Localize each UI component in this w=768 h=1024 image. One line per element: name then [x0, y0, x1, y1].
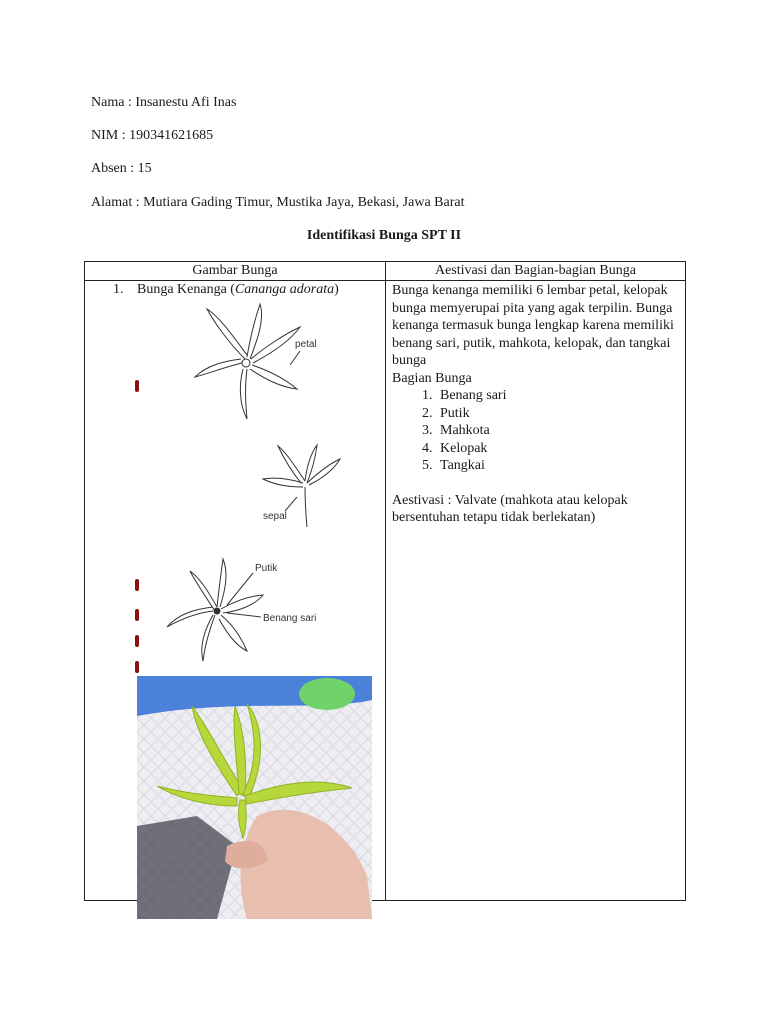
list-item: 3. Mahkota [436, 422, 679, 440]
nim-line: NIM : 190341621685 [91, 128, 214, 143]
parts-list [392, 387, 679, 475]
absen-line: Absen : 15 [91, 161, 152, 176]
item-latin: Cananga adorata [234, 282, 335, 297]
stamen-sketch [135, 541, 365, 671]
aestivasi-text: Aestivasi : Valvate (mahkota atau kelopak bersentuhan tetapu tidak berlekatan) [392, 492, 628, 525]
label-sepal: sepal [263, 511, 287, 522]
description-text: Bunga kenanga memiliki 6 lembar petal, kelopak bunga memyerupai pita yang agak terpilin. Bunga kenanga termasuk bunga lengkap karena memiliki benang sari, putik, mahkota, kelopak, dan tangkai bunga [392, 283, 674, 368]
col-header-gambar: Gambar Bunga [85, 262, 386, 281]
flower-photo [137, 676, 372, 919]
list-item: 1. Benang sari [436, 387, 679, 405]
list-item: 2. Putik [436, 405, 679, 423]
image-cell [85, 281, 386, 901]
document-title: Identifikasi Bunga SPT II [306, 228, 462, 243]
identification-table [84, 261, 686, 901]
list-item: 4. Kelopak [436, 440, 679, 458]
col-header-aestivasi: Aestivasi dan Bagian-bagian Bunga [386, 262, 686, 281]
alamat-line: Alamat : Mutiara Gading Timur, Mustika Jaya, Bekasi, Jawa Barat [91, 195, 465, 210]
label-benang-sari: Benang sari [263, 613, 317, 624]
item-close: ) [334, 282, 339, 297]
parts-heading: Bagian Bunga [392, 370, 472, 386]
nama-line: Nama : Insanestu Afi Inas [91, 95, 237, 110]
petal-sketch [135, 299, 335, 429]
item-name: Bunga Kenanga ( [137, 282, 235, 297]
list-item: 5. Tangkai [436, 457, 679, 475]
item-heading [113, 281, 339, 298]
label-petal: petal [295, 339, 317, 350]
label-putik: Putik [255, 563, 278, 574]
sepal-sketch [135, 421, 355, 531]
description-cell [386, 281, 686, 901]
item-number: 1. [113, 282, 124, 297]
